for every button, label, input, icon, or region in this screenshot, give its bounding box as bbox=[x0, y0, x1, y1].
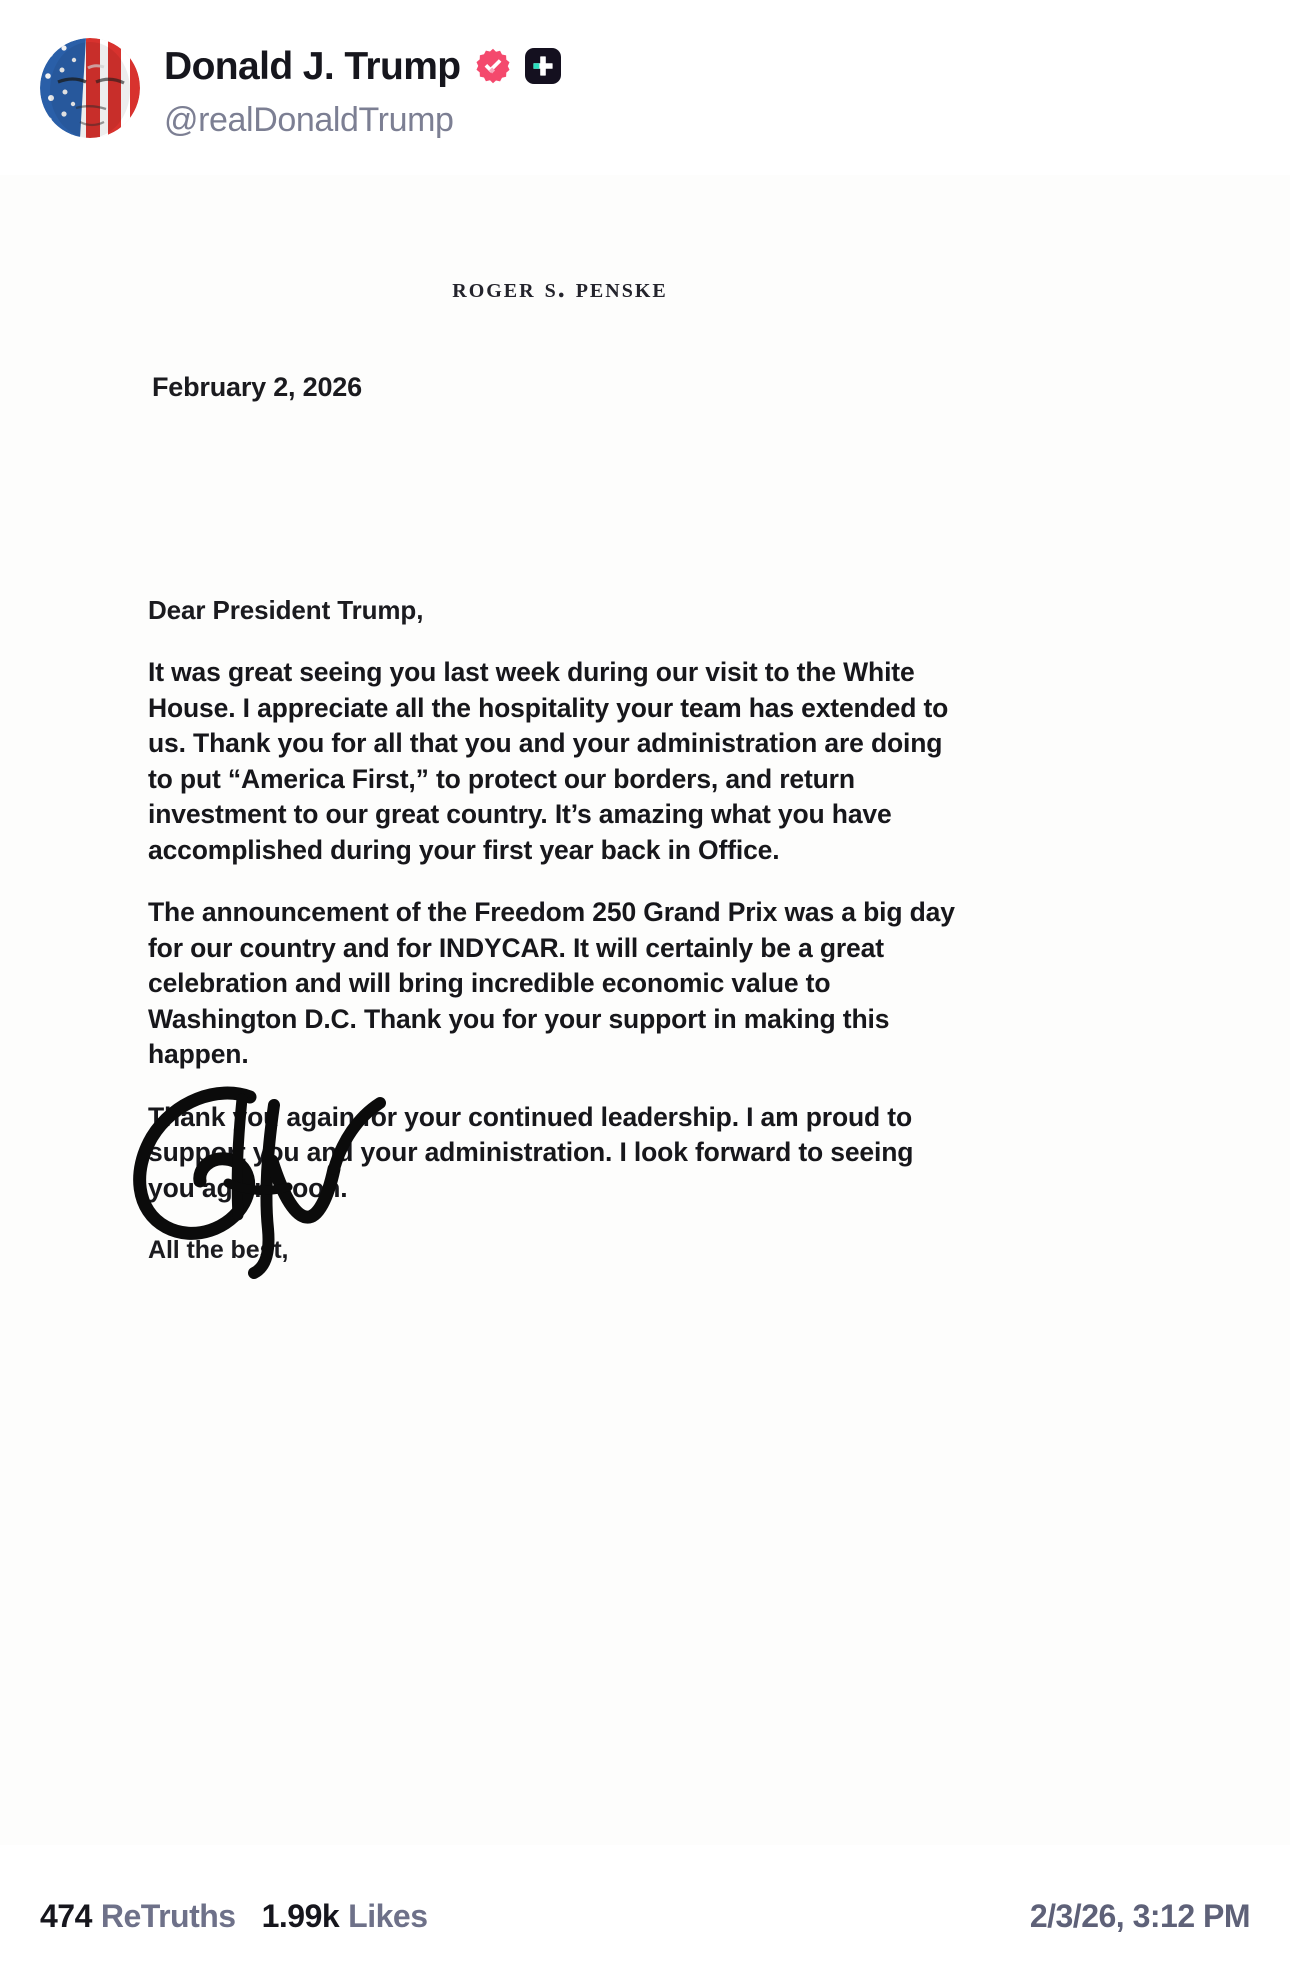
engagement-stats bbox=[40, 1898, 427, 1935]
verified-check-badge-icon bbox=[475, 48, 511, 84]
retruths-label: ReTruths bbox=[100, 1897, 236, 1934]
author-display-name[interactable]: Donald J. Trump bbox=[164, 44, 461, 88]
retruths-count: 474 bbox=[40, 1897, 92, 1934]
author-name-row bbox=[164, 40, 561, 92]
author-identity bbox=[164, 38, 561, 142]
letter-closing: All the best, bbox=[148, 1236, 289, 1264]
likes-count: 1.99k bbox=[261, 1897, 340, 1934]
avatar-image bbox=[40, 38, 140, 138]
retruths-stat[interactable] bbox=[40, 1898, 236, 1935]
letterhead-name: roger s. penske bbox=[452, 273, 668, 304]
letter-paragraph: It was great seeing you last week during our visit to the White House. I appreciate all the hospitality your team has extended to us. Thank you for all that you and your administration are doing to put “America First,” to protect our borders, and return investment to our great country. It’s amazing what you have accomplished during your first year back in Office. bbox=[148, 657, 949, 865]
handwritten-signature bbox=[122, 1065, 422, 1285]
author-handle[interactable]: @realDonaldTrump bbox=[164, 101, 454, 139]
letter-date: February 2, 2026 bbox=[152, 372, 362, 402]
letter-salutation: Dear President Trump, bbox=[148, 595, 424, 625]
letter-page bbox=[0, 175, 1290, 1845]
likes-stat[interactable] bbox=[262, 1898, 428, 1935]
post-header bbox=[0, 0, 1290, 160]
letter-attachment[interactable] bbox=[0, 175, 1290, 1845]
post-stats-bar bbox=[0, 1874, 1290, 1984]
letter-paragraph: Thank you again for your continued leadership. I am proud to support you and your administration. I look forward to seeing you again soon. bbox=[148, 1101, 914, 1203]
post-timestamp: 2/3/26, 3:12 PM bbox=[1029, 1897, 1250, 1934]
likes-label: Likes bbox=[348, 1897, 428, 1934]
letter-paragraph: The announcement of the Freedom 250 Grand Prix was a big day for our country and for INDYCAR. It will certainly be a great celebration and will bring incredible economic value to Washington D.C. Thank you for your support in making this happen. bbox=[148, 897, 955, 1069]
avatar[interactable] bbox=[40, 38, 140, 138]
truth-social-plus-badge-icon bbox=[525, 48, 561, 84]
